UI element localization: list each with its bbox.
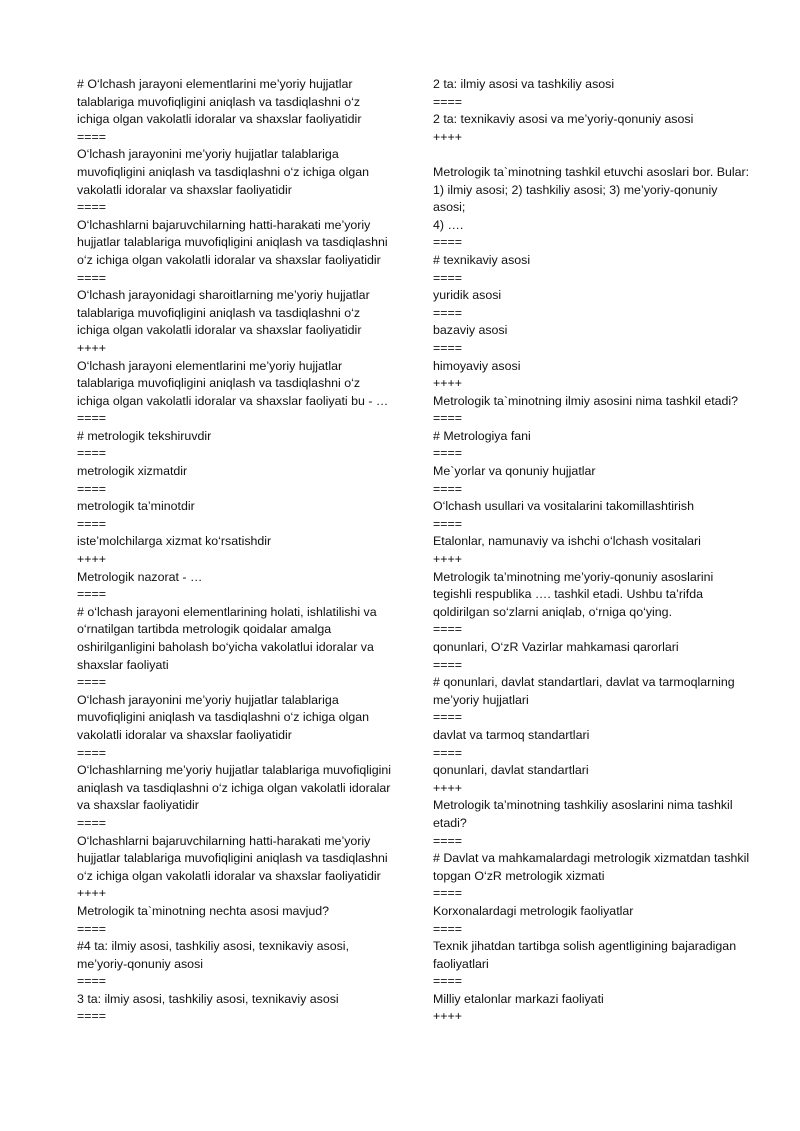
correct-answer: # o‘lchash jarayoni elementlarining holati, ishlatilishi va o‘rnatilgan tartibda metrologik qoidalar amalga oshirilganligini baholash bo‘yicha vakolatlui idoralar va shaxslar faoliyati bbox=[77, 604, 377, 672]
question-separator: ++++ bbox=[77, 340, 106, 355]
right-column bbox=[433, 76, 751, 1026]
question-separator: ++++ bbox=[77, 552, 106, 567]
correct-answer: # Davlat va mahkamalardagi metrologik xizmatdan tashkil topgan O‘zR metrologik xizmati bbox=[433, 851, 750, 883]
text-line: 2 ta: ilmiy asosi va tashkiliy asosi bbox=[433, 77, 615, 91]
question-separator: ++++ bbox=[433, 129, 462, 144]
question-separator: ++++ bbox=[433, 1009, 462, 1024]
text-line: O‘lchash jarayonini me’yoriy hujjatlar talablariga muvofiqligini aniqlash va tasdiqlashni o‘z ichiga olgan vakolatli idoralar va shaxslar faoliyatidir bbox=[77, 147, 370, 197]
text-line: davlat va tarmoq standartlari bbox=[433, 727, 590, 742]
text-line: Korxonalardagi metrologik faoliyatlar bbox=[433, 903, 634, 918]
separator-line: ==== bbox=[433, 921, 462, 936]
text-line: Etalonlar, namunaviy va ishchi o‘lchash vositalari bbox=[433, 534, 701, 549]
left-column bbox=[77, 76, 395, 1026]
correct-answer: # qonunlari, davlat standartlari, davlat va tarmoqlarning me’yoriy hujjatlari bbox=[433, 675, 735, 707]
separator-line: ==== bbox=[77, 270, 106, 285]
text-line: O‘lchash jarayonidagi sharoitlarning me’yoriy hujjatlar talablariga muvofiqligini aniqlash va tasdiqlashni o‘z ichiga olgan vakolatli idoralar va shaxslar faoliyatidir bbox=[77, 288, 370, 338]
separator-line: ==== bbox=[433, 270, 462, 285]
text-line: 3 ta: ilmiy asosi, tashkiliy asosi, texnikaviy asosi bbox=[77, 991, 339, 1006]
text-line: iste’molchilarga xizmat ko‘rsatishdir bbox=[77, 534, 272, 549]
correct-answer: # texnikaviy asosi bbox=[433, 252, 531, 267]
text-line: Metrologik ta’minotning me’yoriy-qonuniy asoslarini tegishli respublika …. tashkil etadi. Ushbu ta’rifda qoldirilgan so‘zlarni aniqlab, o‘rniga qo‘ying. bbox=[433, 569, 714, 619]
separator-line: ==== bbox=[433, 516, 462, 531]
blank-line bbox=[433, 146, 751, 164]
separator-line: ==== bbox=[77, 1009, 106, 1024]
separator-line: ==== bbox=[433, 833, 462, 848]
text-line: Metrologik ta`minotning tashkil etuvchi asoslari bor. Bular: 1) ilmiy asosi; 2) tashkiliy asosi; 3) me’yoriy-qonuniy asosi; bbox=[433, 164, 750, 215]
text-line: 4) …. bbox=[433, 217, 464, 232]
separator-line: ==== bbox=[77, 411, 106, 426]
text-line: Metrologik ta’minotning tashkiliy asoslarini nima tashkil etadi? bbox=[433, 798, 733, 830]
separator-line: ==== bbox=[77, 446, 106, 461]
separator-line: ==== bbox=[77, 974, 106, 989]
text-line: bazaviy asosi bbox=[433, 323, 508, 338]
correct-answer: # Metrologiya fani bbox=[433, 428, 531, 443]
separator-line: ==== bbox=[433, 657, 462, 672]
correct-answer: # metrologik tekshiruvdir bbox=[77, 428, 212, 443]
text-line: O‘lchash jarayonini me’yoriy hujjatlar talablariga muvofiqligini aniqlash va tasdiqlashni o‘z ichiga olgan vakolatli idoralar va shaxslar faoliyatidir bbox=[77, 692, 370, 742]
separator-line: ==== bbox=[433, 974, 462, 989]
separator-line: ==== bbox=[433, 235, 462, 250]
separator-line: ==== bbox=[433, 745, 462, 760]
text-line: O‘lchashlarni bajaruvchilarning hatti-harakati me’yoriy hujjatlar talablariga muvofiqligini aniqlash va tasdiqlashni o‘z ichiga olgan vakolatli idoralar va shaxslar faoliyatidir bbox=[77, 833, 388, 883]
separator-line: ==== bbox=[77, 200, 106, 215]
text-line: metrologik xizmatdir bbox=[77, 464, 188, 479]
text-line: qonunlari, O‘zR Vazirlar mahkamasi qarorlari bbox=[433, 640, 679, 654]
text-line: qonunlari, davlat standartlari bbox=[433, 763, 589, 778]
separator-line: ==== bbox=[433, 94, 462, 109]
separator-line: ==== bbox=[77, 481, 106, 496]
text-line: Texnik jihatdan tartibga solish agentligining bajaradigan faoliyatlari bbox=[433, 939, 737, 971]
separator-line: ==== bbox=[77, 921, 106, 936]
text-line: O‘lchash usullari va vositalarini takomillashtirish bbox=[433, 499, 694, 514]
text-line: Metrologik nazorat - … bbox=[77, 569, 203, 584]
correct-answer: #4 ta: ilmiy asosi, tashkiliy asosi, texnikaviy asosi, me’yoriy-qonuniy asosi bbox=[77, 939, 350, 971]
text-line: Metrologik ta`minotning ilmiy asosini nima tashkil etadi? bbox=[433, 393, 739, 408]
separator-line: ==== bbox=[433, 710, 462, 725]
text-line: O‘lchashlarning me’yoriy hujjatlar talablariga muvofiqligini aniqlash va tasdiqlashni o‘z ichiga olgan vakolatli idoralar va shaxslar faoliyatidir bbox=[77, 763, 392, 813]
text-line: himoyaviy asosi bbox=[433, 358, 521, 373]
question-separator: ++++ bbox=[433, 376, 462, 391]
text-line: O‘lchashlarni bajaruvchilarning hatti-harakati me’yoriy hujjatlar talablariga muvofiqligini aniqlash va tasdiqlashni o‘z ichiga olgan vakolatli idoralar va shaxslar faoliyatidir bbox=[77, 217, 388, 267]
separator-line: ==== bbox=[433, 340, 462, 355]
separator-line: ==== bbox=[433, 622, 462, 637]
question-separator: ++++ bbox=[433, 780, 462, 795]
correct-answer: # O‘lchash jarayoni elementlarini me’yoriy hujjatlar talablariga muvofiqligini aniqlash va tasdiqlashni o‘z ichiga olgan vakolatli idoralar va shaxslar faoliyatidir bbox=[77, 77, 362, 127]
separator-line: ==== bbox=[433, 446, 462, 461]
text-line: metrologik ta’minotdir bbox=[77, 499, 195, 514]
text-line: Me`yorlar va qonuniy hujjatlar bbox=[433, 464, 596, 479]
separator-line: ==== bbox=[433, 886, 462, 901]
separator-line: ==== bbox=[433, 411, 462, 426]
question-separator: ++++ bbox=[433, 552, 462, 567]
text-line: 2 ta: texnikaviy asosi va me’yoriy-qonuniy asosi bbox=[433, 112, 694, 127]
separator-line: ==== bbox=[433, 481, 462, 496]
separator-line: ==== bbox=[77, 129, 106, 144]
text-line: Metrologik ta`minotning nechta asosi mavjud? bbox=[77, 903, 330, 918]
question-separator: ++++ bbox=[77, 886, 106, 901]
separator-line: ==== bbox=[77, 516, 106, 531]
separator-line: ==== bbox=[77, 587, 106, 602]
separator-line: ==== bbox=[433, 305, 462, 320]
text-line: O‘lchash jarayoni elementlarini me’yoriy hujjatlar talablariga muvofiqligini aniqlash va tasdiqlashni o‘z ichiga olgan vakolatli idoralar va shaxslar faoliyati bu - … bbox=[77, 358, 389, 408]
text-line: yuridik asosi bbox=[433, 288, 502, 303]
separator-line: ==== bbox=[77, 745, 106, 760]
separator-line: ==== bbox=[77, 675, 106, 690]
text-line: Milliy etalonlar markazi faoliyati bbox=[433, 991, 604, 1006]
separator-line: ==== bbox=[77, 815, 106, 830]
